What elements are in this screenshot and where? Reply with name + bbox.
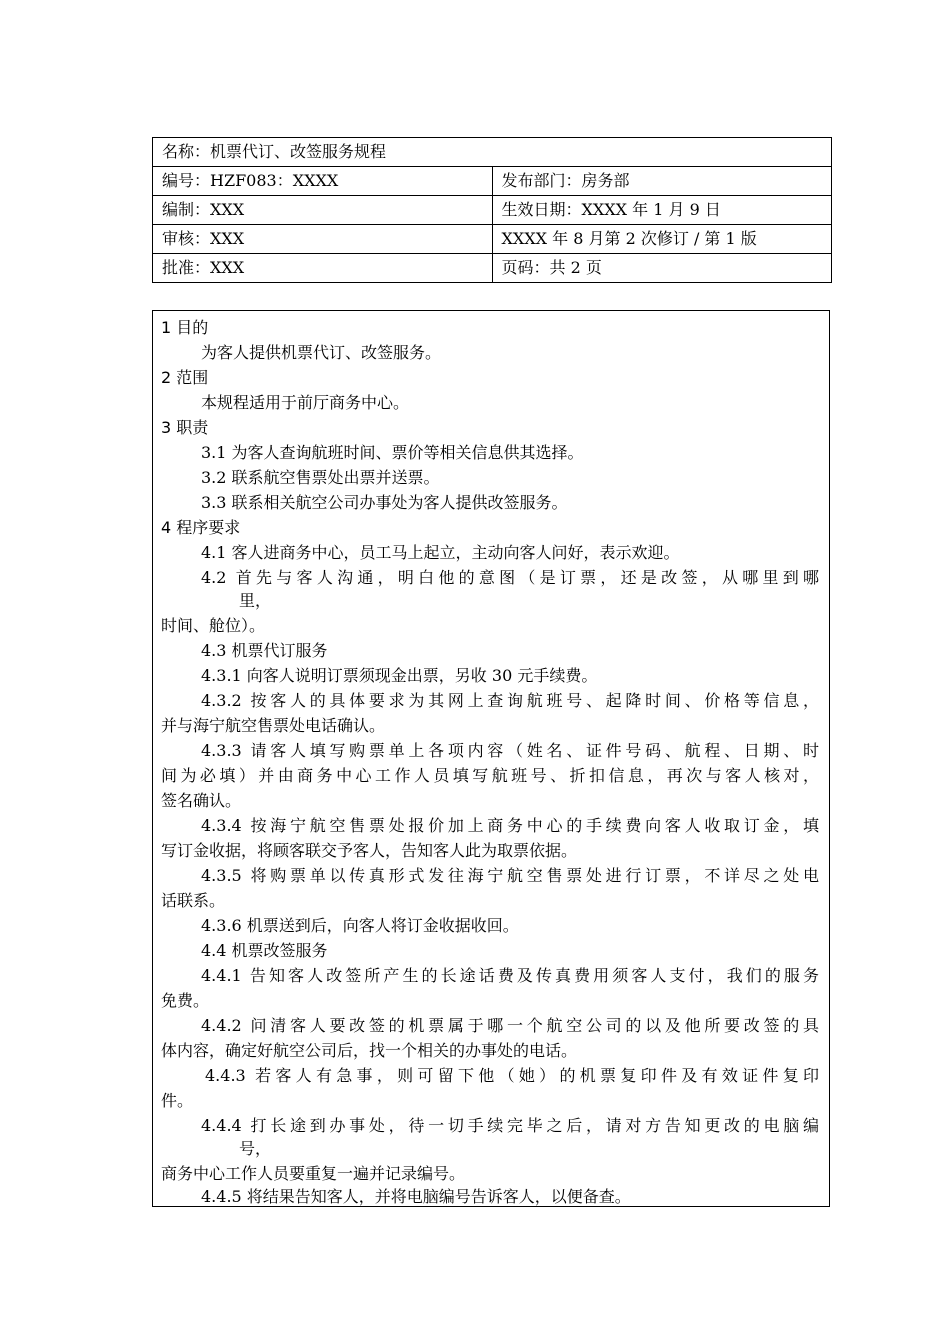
header-row-compiled: [153, 196, 832, 225]
item-4-3-3-line-3: 签名确认。: [161, 791, 242, 810]
item-4-4-4-line-1: 4.4.4 打长途到办事处，待一切手续完毕之后，请对方告知更改的电脑编: [201, 1116, 819, 1135]
item-4-3: 4.3 机票代订服务: [201, 641, 328, 660]
item-4-3-5-line-1: 4.3.5 将购票单以传真形式发往海宁航空售票处进行订票，不详尽之处电: [201, 866, 819, 885]
item-4-2-line-2: 里，: [239, 591, 272, 610]
section-1-text: 为客人提供机票代订、改签服务。: [201, 343, 442, 362]
item-4-2-line-1: 4.2 首先与客人沟通，明白他的意图（是订票，还是改签，从哪里到哪: [201, 568, 819, 587]
item-3-3: 3.3 联系相关航空公司办事处为客人提供改签服务。: [201, 493, 568, 512]
section-2-text: 本规程适用于前厅商务中心。: [201, 393, 410, 412]
item-4-3-4-line-1: 4.3.4 按海宁航空售票处报价加上商务中心的手续费向客人收取订金，填: [201, 816, 819, 835]
header-row-name: [153, 138, 832, 167]
doc-compiled: 编制：XXX: [153, 196, 493, 225]
item-4-4-1-line-1: 4.4.1 告知客人改签所产生的长途话费及传真费用须客人支付，我们的服务: [201, 966, 819, 985]
item-4-4-3-line-2: 件。: [161, 1091, 194, 1110]
item-4-3-6: 4.3.6 机票送到后，向客人将订金收据收回。: [201, 916, 519, 935]
item-4-4-2-line-2: 体内容，确定好航空公司后，找一个相关的办事处的电话。: [161, 1041, 578, 1060]
doc-approved: 批准：XXX: [153, 254, 493, 283]
item-4-4-1-line-2: 免费。: [161, 991, 210, 1010]
doc-pages: 页码：共 2 页: [492, 254, 832, 283]
item-4-3-2-line-2: 并与海宁航空售票处电话确认。: [161, 716, 386, 735]
item-3-2: 3.2 联系航空售票处出票并送票。: [201, 468, 440, 487]
doc-revision: XXXX 年 8 月第 2 次修订 / 第 1 版: [492, 225, 832, 254]
doc-effective-date: 生效日期：XXXX 年 1 月 9 日: [492, 196, 832, 225]
item-4-4-5: 4.4.5 将结果告知客人，并将电脑编号告诉客人，以便备查。: [201, 1187, 631, 1206]
item-4-3-1: 4.3.1 向客人说明订票须现金出票，另收 30 元手续费。: [201, 666, 598, 685]
doc-number: 编号：HZF083：XXXX: [153, 167, 493, 196]
item-4-3-4-line-2: 写订金收据，将顾客联交予客人，告知客人此为取票依据。: [161, 841, 578, 860]
item-4-2-line-3: 时间、舱位）。: [161, 616, 266, 635]
item-3-1: 3.1 为客人查询航班时间、票价等相关信息供其选择。: [201, 443, 584, 462]
document-header-table: [152, 137, 832, 283]
doc-reviewed: 审核：XXX: [153, 225, 493, 254]
section-2-title: 2 范围: [161, 368, 209, 387]
item-4-1: 4.1 客人进商务中心，员工马上起立，主动向客人问好，表示欢迎。: [201, 543, 680, 562]
procedure-body: [152, 310, 830, 1207]
item-4-4-4-line-3: 商务中心工作人员要重复一遍并记录编号。: [161, 1164, 466, 1183]
section-4-title: 4 程序要求: [161, 518, 241, 537]
doc-department: 发布部门：房务部: [492, 167, 832, 196]
header-row-approved: [153, 254, 832, 283]
item-4-3-3-line-1: 4.3.3 请客人填写购票单上各项内容（姓名、证件号码、航程、日期、时: [201, 741, 819, 760]
header-row-number: [153, 167, 832, 196]
item-4-4-2-line-1: 4.4.2 问清客人要改签的机票属于哪一个航空公司的以及他所要改签的具: [201, 1016, 819, 1035]
section-1-title: 1 目的: [161, 318, 209, 337]
item-4-4-3-line-1: 4.4.3 若客人有急事，则可留下他（她）的机票复印件及有效证件复印: [205, 1066, 819, 1085]
item-4-4: 4.4 机票改签服务: [201, 941, 328, 960]
item-4-4-4-line-2: 号，: [239, 1139, 272, 1158]
header-row-reviewed: [153, 225, 832, 254]
item-4-3-3-line-2: 间为必填）并由商务中心工作人员填写航班号、折扣信息，再次与客人核对，: [161, 766, 819, 785]
section-3-title: 3 职责: [161, 418, 209, 437]
doc-name: 名称：机票代订、改签服务规程: [153, 138, 832, 167]
item-4-3-2-line-1: 4.3.2 按客人的具体要求为其网上查询航班号、起降时间、价格等信息，: [201, 691, 819, 710]
item-4-3-5-line-2: 话联系。: [161, 891, 226, 910]
